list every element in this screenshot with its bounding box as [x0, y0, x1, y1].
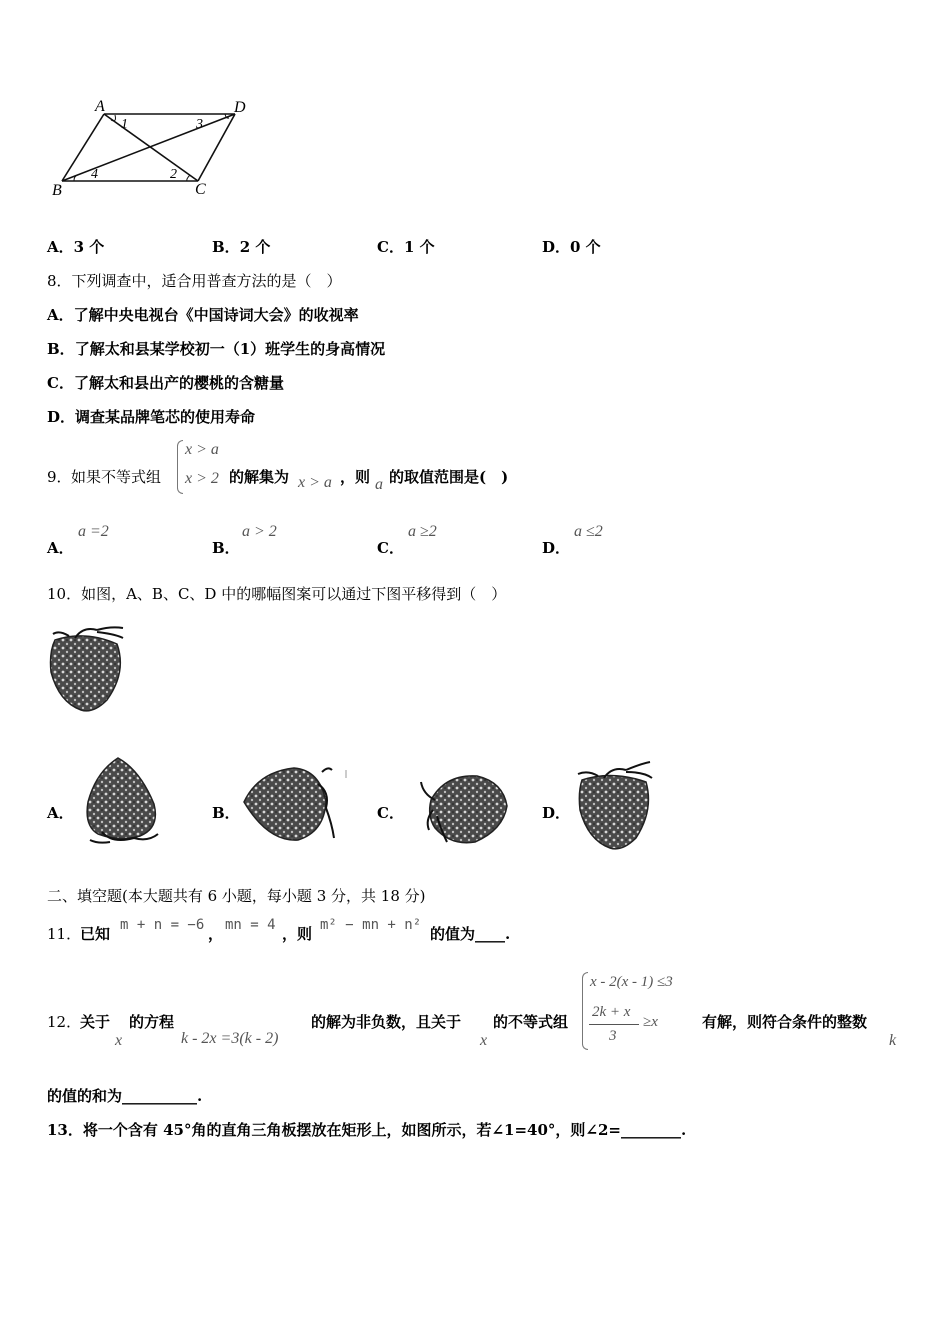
- strawberry-option-a: [80, 752, 165, 847]
- q13-text: 13．将一个含有 45°角的直角三角板摆放在矩形上，如图所示，若∠1=40°，则∠2=________.: [47, 1121, 687, 1139]
- q12-text-5: 有解，则符合条件的整数: [702, 1013, 868, 1031]
- strawberry-option-c: [415, 770, 515, 850]
- q12-fraction-bar: [589, 1024, 639, 1025]
- q12-text-3: 的解为非负数，且关于: [311, 1013, 462, 1031]
- q9-option-b-key: B．: [212, 539, 240, 557]
- q7-option-b: B．2 个: [212, 238, 271, 256]
- q9-variable: a: [375, 476, 383, 493]
- q9-system-line-1: x > a: [185, 441, 219, 458]
- q9-text-3: ，则: [340, 468, 371, 486]
- q11-text-1: 已知: [80, 925, 111, 943]
- q9-number: 9．: [47, 468, 72, 486]
- q9-text-1: 如果不等式组: [71, 468, 162, 486]
- q9-solution: x > a: [298, 474, 332, 491]
- label-angle-1: 1: [121, 117, 128, 132]
- q12-equation: k - 2x =3(k - 2): [181, 1030, 279, 1047]
- q9-text-4: 的取值范围是( ): [389, 468, 509, 486]
- diagonal-bd: [62, 114, 235, 181]
- q10-option-b-key: B．: [212, 804, 240, 822]
- q10-stem: 10．如图，A、B、C、D 中的哪幅图案可以通过下图平移得到（ ）: [47, 585, 507, 603]
- q11-math-2: mn = 4: [225, 917, 276, 933]
- q10-option-c-key: C．: [377, 804, 404, 822]
- q11-math-1: m + n = −6: [120, 917, 205, 933]
- label-B: B: [52, 182, 62, 199]
- q12-inequality-1: x - 2(x - 1) ≤3: [590, 974, 673, 990]
- label-angle-4: 4: [91, 167, 98, 182]
- section-2-title: 二、填空题(本大题共有 6 小题，每小题 3 分，共 18 分): [47, 887, 426, 905]
- strawberry-option-b: [238, 762, 353, 847]
- q11-sep: ，: [208, 925, 224, 943]
- q7-option-a: A．3 个: [47, 238, 105, 256]
- label-D: D: [234, 99, 246, 116]
- q8-stem: 8．下列调查中，适合用普查方法的是（ ）: [47, 272, 342, 290]
- angle-arc-2: [187, 175, 190, 181]
- q12-text-4: 的不等式组: [493, 1013, 569, 1031]
- q7-option-c: C．1 个: [377, 238, 435, 256]
- strawberry-option-d: [572, 758, 657, 853]
- q11-text-3: 的值为____.: [430, 925, 511, 943]
- q9-text-2: 的解集为: [229, 468, 290, 486]
- q12-var-k: k: [889, 1032, 897, 1049]
- q8-option-b: B．了解太和县某学校初一（1）班学生的身高情况: [47, 340, 386, 358]
- q8-option-a: A．了解中央电视台《中国诗词大会》的收视率: [47, 306, 359, 324]
- q7-option-d: D．0 个: [542, 238, 601, 256]
- q9-option-c-key: C．: [377, 539, 404, 557]
- q9-option-d-key: D．: [542, 539, 571, 557]
- q10-option-a-key: A．: [47, 804, 74, 822]
- parallelogram-figure: [45, 95, 260, 205]
- q9-option-a-math: a =2: [78, 523, 109, 540]
- edge-dc: [198, 114, 235, 181]
- q10-option-d-key: D．: [542, 804, 571, 822]
- q12-number: 12．: [47, 1013, 82, 1031]
- q9-system-brace: [177, 440, 183, 494]
- q9-option-b-math: a > 2: [242, 523, 277, 540]
- q9-option-d-math: a ≤2: [574, 523, 603, 540]
- q11-number: 11．: [47, 925, 82, 943]
- diagonal-ac: [104, 114, 198, 181]
- q9-option-a-key: A．: [47, 539, 74, 557]
- q8-option-d: D．调查某品牌笔芯的使用寿命: [47, 408, 256, 426]
- q12-text-2: 的方程: [129, 1013, 175, 1031]
- q12-fraction-denominator: 3: [609, 1028, 617, 1044]
- q12-var-x-1: x: [115, 1032, 123, 1049]
- q9-system-line-2: x > 2: [185, 470, 219, 487]
- q12-fraction-numerator: 2k + x: [592, 1004, 631, 1020]
- q8-option-c: C．了解太和县出产的樱桃的含糖量: [47, 374, 284, 392]
- q11-text-2: ，则: [282, 925, 313, 943]
- q12-system-brace: [582, 972, 588, 1050]
- q12-inequality-2-tail: ≥x: [643, 1014, 658, 1030]
- label-A: A: [95, 98, 105, 115]
- q12-text-1: 关于: [80, 1013, 111, 1031]
- label-C: C: [195, 181, 206, 198]
- strawberry-original: [45, 622, 130, 717]
- q12-var-x-2: x: [480, 1032, 488, 1049]
- q12-text-6: 的值的和为__________.: [47, 1087, 203, 1105]
- label-angle-2: 2: [170, 167, 177, 182]
- q9-option-c-math: a ≥2: [408, 523, 437, 540]
- q11-math-3: m² − mn + n²: [320, 917, 422, 933]
- label-angle-3: 3: [196, 117, 203, 132]
